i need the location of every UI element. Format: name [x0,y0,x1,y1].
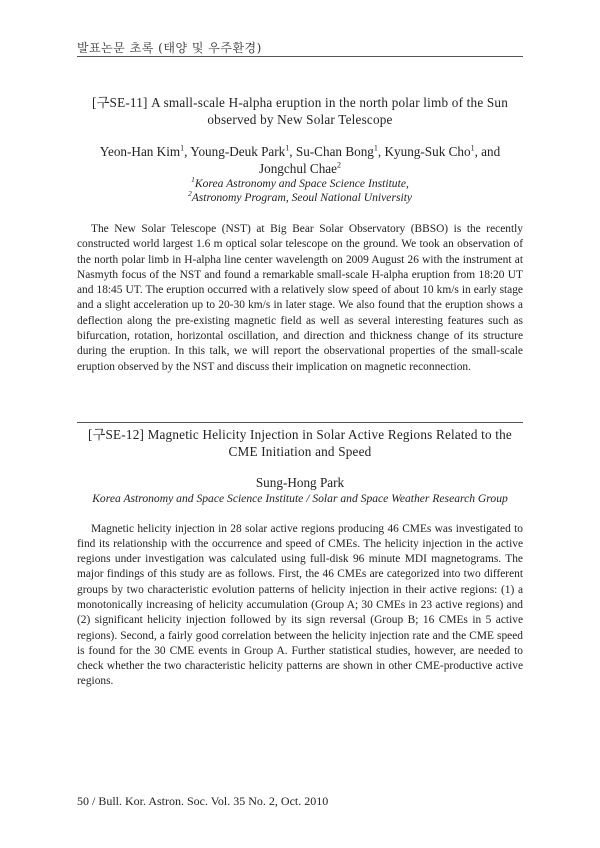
author-separator: , [377,144,385,159]
abstract-body: Magnetic helicity injection in 28 solar active regions producing 46 CMEs was investigated to find its relationship with the occurrence and speed of CMEs. The helicity injection in the active regions under investigation was calculated using full-disk 96 minute MDI magnetograms. The major findings of this study are as follows. First, the 46 CMEs are categorized into two different groups by two characteristic evolution patterns of helicity injection in their active regions: (1) a monotonically increasing of helicity accumulation (Group A; 30 CMEs in 23 active regions) and (2) significant helicity injection followed by its sign reversal (Group B; 16 CMEs in 5 active regions). Second, a fairly good correlation between the helicity injection rate and the CME speed is found for the 30 CME events in Group A. Further statistical studies, however, are needed to check whether the two characteristic helicity patterns are shown in other CME-productive active regions. [77,522,523,688]
author-separator: , [289,144,296,159]
running-header: 발표논문 초록 (태양 및 우주환경) [77,41,262,55]
affiliation [77,191,523,205]
author-name: Kyung-Suk Cho [384,144,471,159]
affiliation [77,177,523,191]
abstract-se-12 [77,426,523,701]
abstract-title: [구SE-12] Magnetic Helicity Injection in Solar Active Regions Related to the CME Initiation and Speed [87,427,512,459]
author-affiliation-mark: 1 [470,143,475,153]
affiliation-text: Korea Astronomy and Space Science Institute, [194,177,409,190]
affiliation-text: Astronomy Program, Seoul National University [191,191,413,204]
author-affiliation-mark: 1 [373,143,378,153]
page-footer: 50 / Bull. Kor. Astron. Soc. Vol. 35 No. 2, Oct. 2010 [77,794,329,808]
author-name: Sung-Hong Park [255,475,345,490]
header-divider [77,56,523,57]
author-affiliation-mark: 1 [180,143,185,153]
abstract-title: [구SE-11] A small-scale H-alpha eruption in the north polar limb of the Sun observed by New Solar Telescope [92,95,508,127]
affiliation-text: Korea Astronomy and Space Science Institute / Solar and Space Weather Research Group [92,491,508,505]
author-list [77,475,523,492]
abstract-body: The New Solar Telescope (NST) at Big Bear Solar Observatory (BBSO) is the recently constructed world largest 1.6 m optical solar telescope on the ground. We took an observation of the north polar limb in H-alpha line center wavelength on 2009 August 26 with the instrument at Nasmyth focus of the NST and found a remarkable small-scale H-alpha eruption from 18:20 UT and 18:45 UT. The eruption occurred with a relatively slow speed of about 10 km/s in early stage and a slight acceleration up to 20-30 km/s in later stage. We also found that the eruption shows a deflection along the pre-existing magnetic field as well as several interesting features such as bifurcation, rotation, horizontal oscillation, and direction and thickness change of its structure during the eruption. In this talk, we will report the observational properties of the small-scale eruption observed by the NST and discuss their implication on magnetic reconnection. [77,223,523,373]
affiliation-mark: 2 [187,189,192,199]
author-affiliation-mark: 2 [337,160,341,170]
affiliation [77,492,523,506]
author-name: Jongchul Chae [258,160,337,176]
author-name: Su-Chan Bong [295,144,374,159]
author-separator: , [184,144,191,159]
author-affiliation-mark: 1 [285,143,290,153]
author-separator: , and [474,144,501,159]
abstract-se-11 [77,94,523,386]
author-name: Young-Deuk Park [190,144,286,159]
affiliation-mark: 1 [191,175,195,185]
section-divider [77,422,523,423]
author-list [77,144,523,177]
author-name: Yeon-Han Kim [99,144,181,159]
